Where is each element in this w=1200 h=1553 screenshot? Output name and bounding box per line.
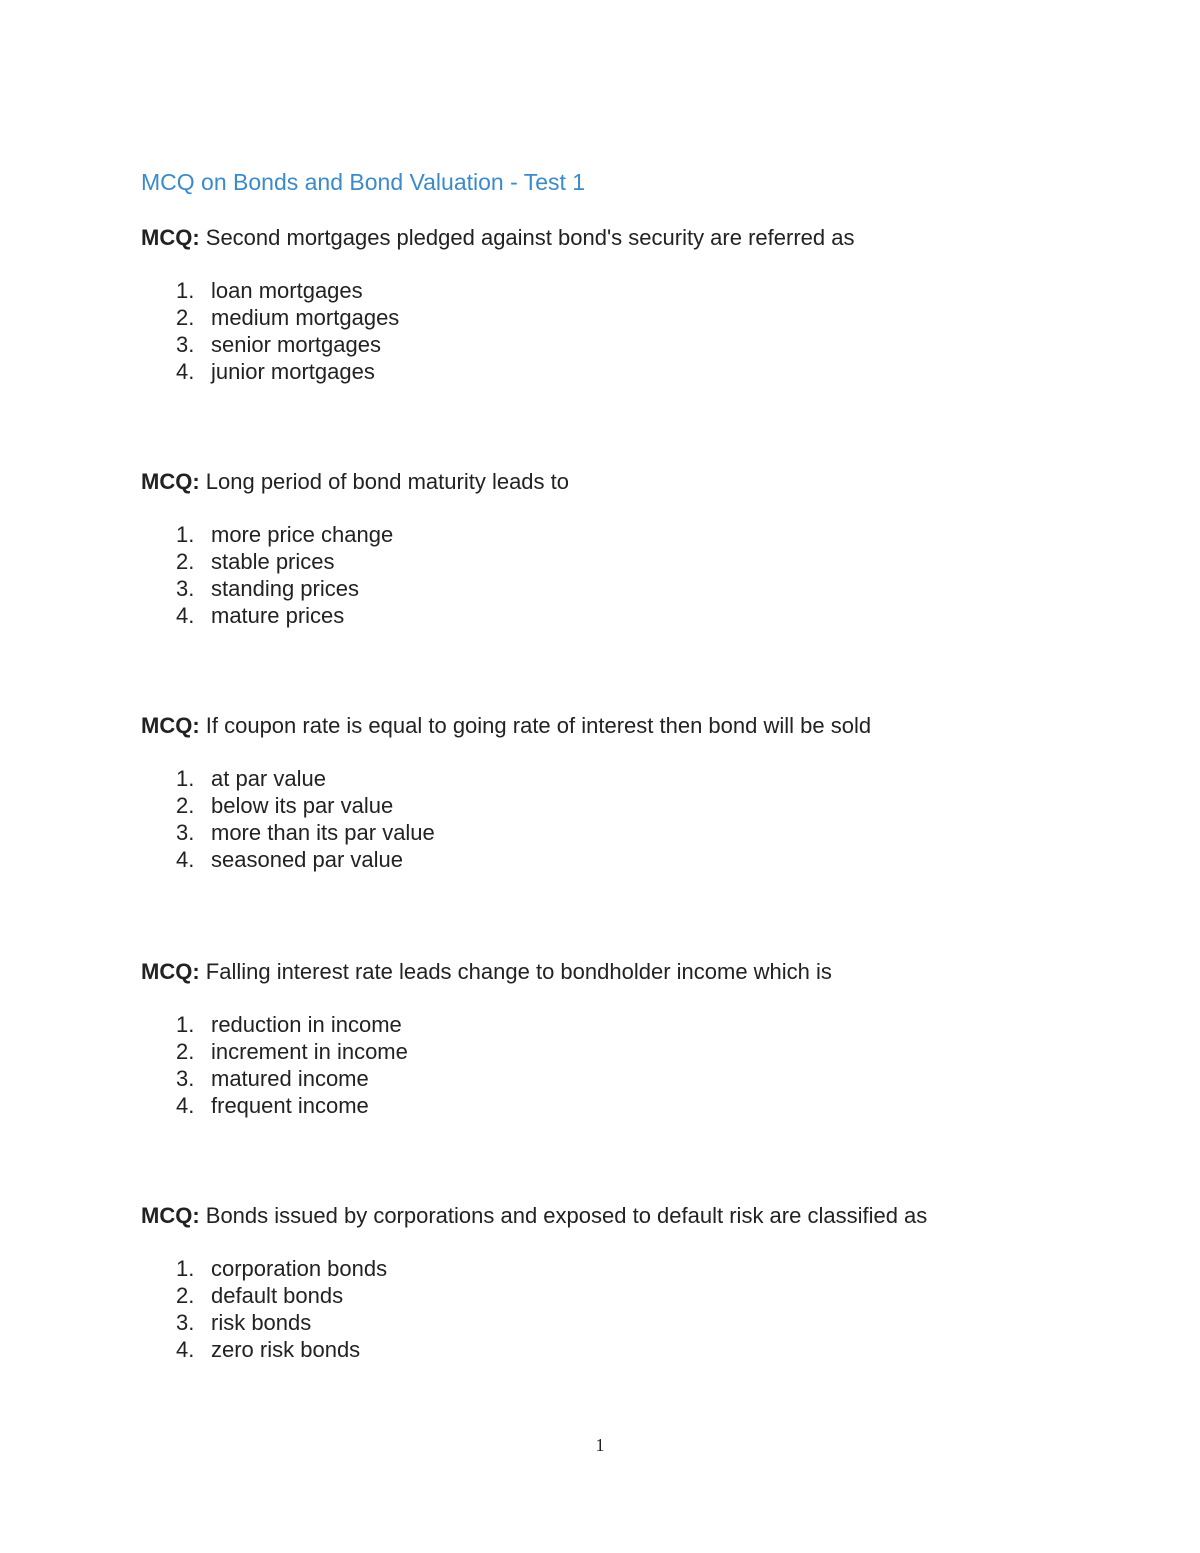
question-stem xyxy=(141,223,1141,253)
option-number: 1. xyxy=(176,522,195,547)
option-text: stable prices xyxy=(211,549,335,574)
option-number: 3. xyxy=(176,820,195,845)
option-text: zero risk bonds xyxy=(211,1337,361,1362)
option-number: 1. xyxy=(176,1012,195,1037)
option-2 xyxy=(141,1282,1141,1309)
option-3 xyxy=(141,331,1141,358)
question-prefix: MCQ: xyxy=(141,959,200,984)
question-prefix: MCQ: xyxy=(141,713,200,738)
option-2 xyxy=(141,792,1141,819)
question-stem xyxy=(141,467,1141,497)
options-list xyxy=(141,1255,1141,1363)
option-text: corporation bonds xyxy=(211,1256,388,1281)
option-1 xyxy=(141,521,1141,548)
option-number: 4. xyxy=(176,1093,195,1118)
option-text: below its par value xyxy=(211,793,394,818)
option-number: 4. xyxy=(176,603,195,628)
question-stem xyxy=(141,1201,1141,1231)
document-title: MCQ on Bonds and Bond Valuation - Test 1 xyxy=(141,169,586,195)
option-number: 1. xyxy=(176,278,195,303)
option-1 xyxy=(141,1255,1141,1282)
option-number: 3. xyxy=(176,1310,195,1335)
option-text: increment in income xyxy=(211,1039,408,1064)
option-number: 1. xyxy=(176,1256,195,1281)
question-2 xyxy=(141,467,1141,629)
option-text: matured income xyxy=(211,1066,369,1091)
option-text: senior mortgages xyxy=(211,332,381,357)
option-text: at par value xyxy=(211,766,326,791)
option-text: medium mortgages xyxy=(211,305,400,330)
question-prefix: MCQ: xyxy=(141,1203,200,1228)
question-5 xyxy=(141,1201,1141,1363)
option-text: seasoned par value xyxy=(211,847,404,872)
option-1 xyxy=(141,277,1141,304)
option-number: 4. xyxy=(176,1337,195,1362)
option-3 xyxy=(141,1309,1141,1336)
option-text: mature prices xyxy=(211,603,345,628)
question-1 xyxy=(141,223,1141,385)
option-3 xyxy=(141,819,1141,846)
option-2 xyxy=(141,1038,1141,1065)
options-list xyxy=(141,277,1141,385)
option-number: 3. xyxy=(176,576,195,601)
option-4 xyxy=(141,602,1141,629)
option-text: junior mortgages xyxy=(211,359,375,384)
option-number: 2. xyxy=(176,305,195,330)
option-number: 2. xyxy=(176,1039,195,1064)
question-stem xyxy=(141,711,1141,741)
question-stem xyxy=(141,957,1141,987)
question-prefix: MCQ: xyxy=(141,225,200,250)
question-prefix: MCQ: xyxy=(141,469,200,494)
option-number: 3. xyxy=(176,332,195,357)
option-text: more than its par value xyxy=(211,820,435,845)
question-text: Bonds issued by corporations and exposed to default risk are classified as xyxy=(199,1203,928,1228)
question-text: Falling interest rate leads change to bondholder income which is xyxy=(199,959,832,984)
option-4 xyxy=(141,1336,1141,1363)
option-number: 2. xyxy=(176,1283,195,1308)
question-3 xyxy=(141,711,1141,873)
option-3 xyxy=(141,1065,1141,1092)
option-4 xyxy=(141,358,1141,385)
options-list xyxy=(141,1011,1141,1119)
question-text: Long period of bond maturity leads to xyxy=(199,469,570,494)
option-text: more price change xyxy=(211,522,394,547)
option-2 xyxy=(141,548,1141,575)
option-text: frequent income xyxy=(211,1093,369,1118)
option-number: 2. xyxy=(176,549,195,574)
option-number: 3. xyxy=(176,1066,195,1091)
option-text: default bonds xyxy=(211,1283,344,1308)
option-2 xyxy=(141,304,1141,331)
question-text: Second mortgages pledged against bond's security are referred as xyxy=(199,225,855,250)
question-text: If coupon rate is equal to going rate of interest then bond will be sold xyxy=(199,713,872,738)
option-number: 2. xyxy=(176,793,195,818)
option-number: 4. xyxy=(176,359,195,384)
option-number: 4. xyxy=(176,847,195,872)
option-text: risk bonds xyxy=(211,1310,312,1335)
option-1 xyxy=(141,765,1141,792)
options-list xyxy=(141,765,1141,873)
option-3 xyxy=(141,575,1141,602)
option-text: loan mortgages xyxy=(211,278,363,303)
question-4 xyxy=(141,957,1141,1119)
option-4 xyxy=(141,1092,1141,1119)
option-text: reduction in income xyxy=(211,1012,402,1037)
option-number: 1. xyxy=(176,766,195,791)
page-number: 1 xyxy=(595,1435,605,1455)
option-text: standing prices xyxy=(211,576,359,601)
option-4 xyxy=(141,846,1141,873)
option-1 xyxy=(141,1011,1141,1038)
options-list xyxy=(141,521,1141,629)
